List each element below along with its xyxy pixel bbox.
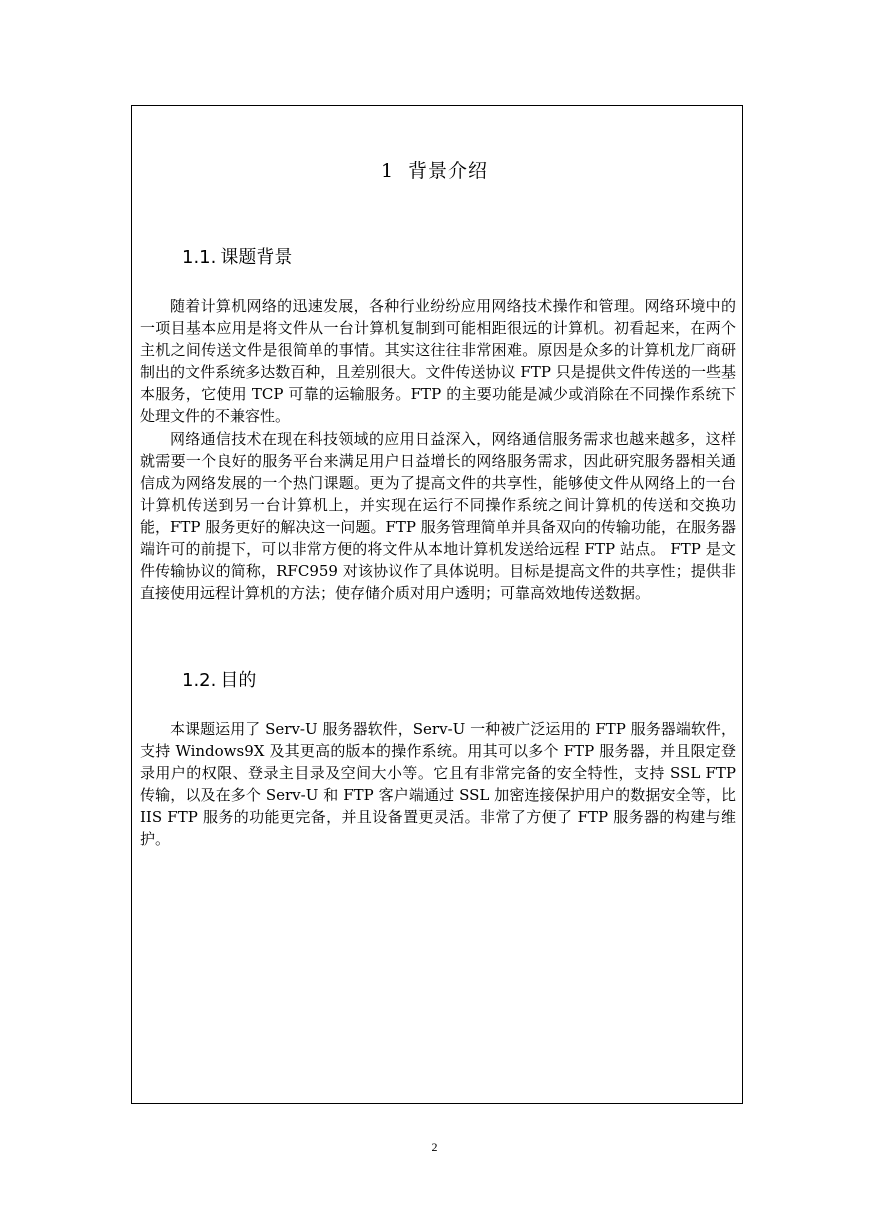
paragraph: 网络通信技术在现在科技领域的应用日益深入，网络通信服务需求也越来越多，这样就需要一个良好的服务平台来满足用户日益增长的网络服务需求，因此研究服务器相关通信成为网络发展的一个热门课题。更为了提高文件的共享性，能够使文件从网络上的一台计算机传送到另一台计算机上，并实现在运行不同操作系统之间计算机的传送和交换功能，FTP 服务更好的解决这一问题。FTP 服务管理简单并具备双向的传输功能，在服务器端许可的前提下，可以非常方便的将文件从本地计算机发送给远程 FTP 站点。 FTP 是文件传输协议的简称，RFC959 对该协议作了具体说明。目标是提高文件的共享性；提供非直接使用远程计算机的方法；使存储介质对用户透明；可靠高效地传送数据。: [140, 429, 736, 603]
paragraph: 本课题运用了 Serv-U 服务器软件，Serv-U 一种被广泛运用的 FTP 服务器端软件，支持 Windows9X 及其更高的版本的操作系统。用其可以多个 FTP 服务器，并且限定登录用户的权限、登录主目录及空间大小等。它且有非常完备的安全特性，支持 SSL FTP 传输，以及在多个 Serv-U 和 FTP 客户端通过 SSL 加密连接保护用户的数据安全等，比 IIS FTP 服务的功能更完备，并且设备置更灵活。非常了方便了 FTP 服务器的构建与维护。: [140, 720, 736, 849]
section-title: 课题背景: [220, 247, 293, 268]
section-body-background: [140, 295, 736, 604]
section-heading-purpose: [182, 666, 256, 692]
section-body-purpose: [140, 718, 736, 851]
chapter-number: 1: [380, 160, 395, 182]
paragraph: 随着计算机网络的迅速发展，各种行业纷纷应用网络技术操作和管理。网络环境中的一项目基本应用是将文件从一台计算机复制到可能相距很远的计算机。初看起来，在两个主机之间传送文件是很简单的事情。其实这往往非常困难。原因是众多的计算机龙厂商研制出的文件系统多达数百种，且差别很大。文件传送协议 FTP 只是提供文件传送的一些基本服务，它使用 TCP 可靠的运输服务。FTP 的主要功能是减少或消除在不同操作系统下处理文件的不兼容性。: [140, 297, 736, 426]
page-number: 2: [431, 1140, 438, 1154]
section-number: 1.2.: [182, 670, 217, 691]
section-title: 目的: [220, 670, 257, 691]
chapter-title: [0, 156, 869, 183]
section-heading-background: [182, 243, 292, 269]
chapter-title-text: 背景介绍: [408, 160, 489, 182]
section-number: 1.1.: [182, 247, 217, 268]
